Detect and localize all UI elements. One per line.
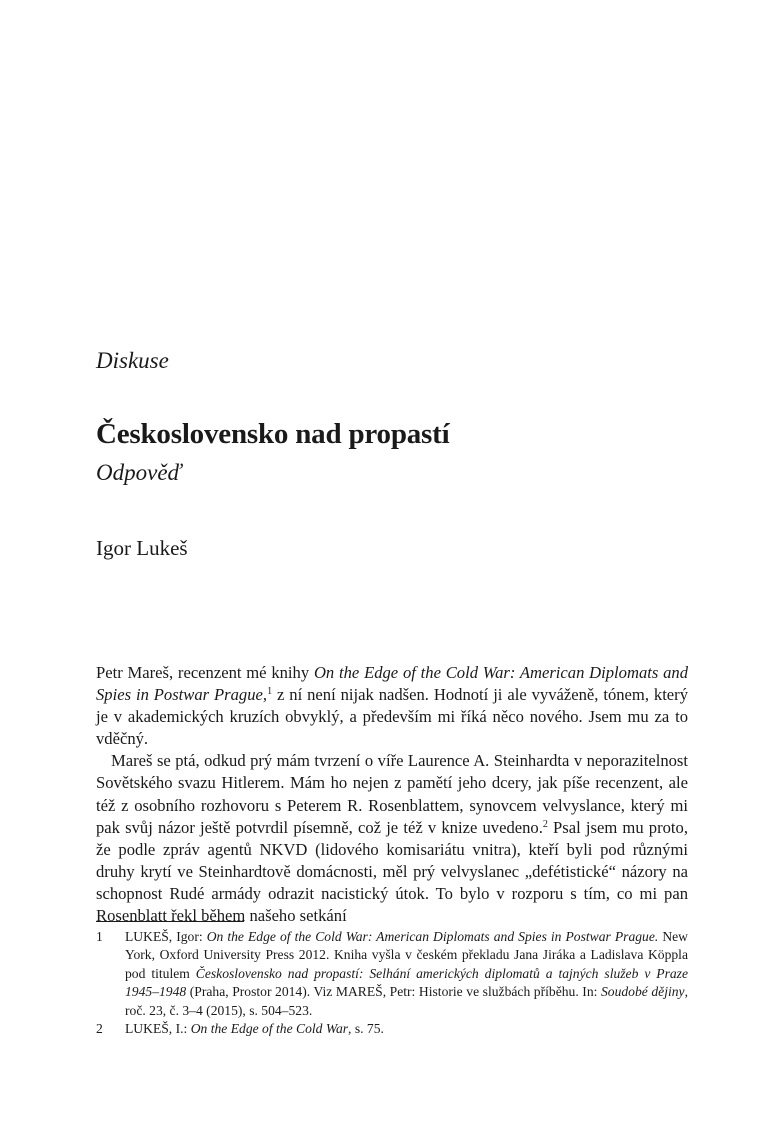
footnote-ref-2[interactable]: 2 (542, 818, 548, 830)
paragraph-1 (96, 662, 688, 750)
article-title: Československo nad propastí (96, 418, 450, 450)
text-run: Mareš se ptá, odkud prý mám tvrzení o víře Laurence A. Steinhardta v neporazitelnost Sovětského svazu Hitlerem. Mám ho nejen z pamětí jeho dcery, jak píše recenzent, ale též z osobního rozhovoru s Peterem R. Rosenblattem, synovcem velvyslance, který mi pak svůj názor ještě potvrdil písemně, což je též v knize uvedeno. (96, 751, 688, 837)
text-run: New York, Oxford University Press 2012. Kniha vyšla v českém překladu Jana Jiráka a Ladislava Köppla pod titulem (125, 929, 688, 981)
author-name: Igor Lukeš (96, 536, 188, 560)
article-body (96, 662, 688, 927)
footnotes (96, 928, 688, 1038)
footnote-1 (96, 928, 688, 1020)
text-run: LUKEŠ, Igor: (125, 929, 207, 944)
footnote-number: 1 (96, 929, 103, 944)
book-title: Československo nad propastí: Selhání amerických diplomatů a tajných služeb v Praze 1945–1948 (125, 965, 688, 1000)
text-run: (Praha, Prostor 2014). Viz MAREŠ, Petr: Historie ve službách příběhu. In: (186, 984, 601, 1000)
text-run: LUKEŠ, I.: (125, 1021, 191, 1037)
footnote-text (125, 1020, 688, 1038)
text-run: z ní není nijak nadšen. Hodnotí ji ale vyváženě, tónem, který je v akademických kruzích obvyklý, a především mi říká něco nového. Jsem mu za to vděčný. (96, 685, 688, 749)
footnote-ref-1[interactable]: 1 (267, 686, 273, 698)
text-run: Psal jsem mu proto, že podle zpráv agentů NKVD (lidového komisariátu vnitra), kteří byli pod různými druhy krytí ve Steinhardtově domácnosti, měl prý velvyslanec „defétistické“ názory na schopnost Rudé armády odrazit nacistický útok. To bylo v rozporu s tím, co mi pan Rosenblatt řekl během našeho setkání (96, 817, 688, 926)
section-label: Diskuse (96, 348, 169, 373)
footnote-2 (96, 1020, 688, 1038)
article-subtitle: Odpověď (96, 460, 182, 485)
text-run: Petr Mareš, recenzent mé knihy (96, 663, 314, 682)
text-run: , s. 75. (348, 1021, 384, 1037)
footnote-text (125, 928, 688, 1020)
book-title: On the Edge of the Cold War (190, 1021, 349, 1037)
text-run: , (262, 685, 268, 705)
book-title: On the Edge of the Cold War: American Diplomats and Spies in Postwar Prague. (206, 929, 659, 944)
footnote-number: 2 (96, 1021, 103, 1037)
paragraph-2 (96, 750, 688, 927)
book-title: On the Edge of the Cold War: American Diplomats and Spies in Postwar Prague (96, 663, 688, 705)
journal-title: Soudobé dějiny (600, 984, 685, 1000)
text-run: , roč. 23, č. 3–4 (2015), s. 504–523. (125, 984, 688, 1018)
footnote-rule (96, 921, 244, 922)
